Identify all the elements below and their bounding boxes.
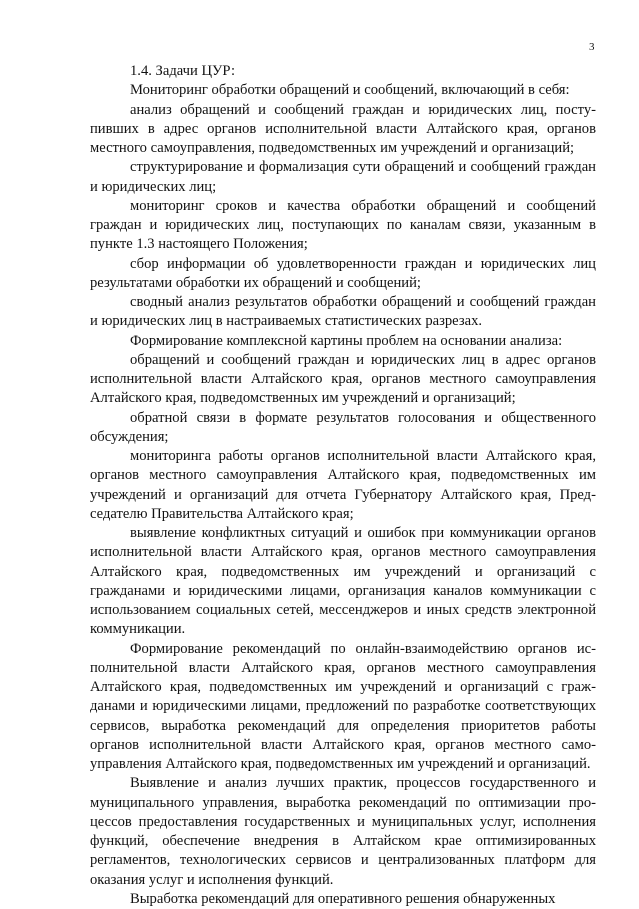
paragraph: мониторинга работы органов исполнительной власти Алтайского края, органов местного самоуправления Алтайского края, подведомственных им учреждений и организаций для отчета Губернатору Алтайского края, Председателю Правительства Алтайского края;: [90, 448, 596, 522]
paragraph: Мониторинг обработки обращений и сообщений, включающий в себя:: [130, 82, 570, 99]
paragraph: Формирование рекомендаций по онлайн-взаимодействию органов исполнительной власти Алтайского края, органов местного самоуправления Алтайского края, подведомственных им учреждений и организаций с гражданами и юридическими лицами, предложений по разработке соответствующих сервисов, выработка рекомендаций для определения приоритетов работы органов исполнительной власти Алтайского края, органов местного самоуправления Алтайского края, подведомственных им учреждений и организаций.: [90, 640, 596, 772]
document-body: [90, 62, 596, 909]
paragraph: структурирование и формализация сути обращений и сообщений граждан и юридических лиц;: [90, 159, 596, 195]
paragraph: анализ обращений и сообщений граждан и юридических лиц, поступивших в адрес органов исполнительной власти Алтайского края, органов местного самоуправления, подведомственных им учреждений и организаций;: [90, 101, 596, 156]
paragraph: мониторинг сроков и качества обработки обращений и сообщений граждан и юридических лиц, поступающих по каналам связи, указанным в пункте 1.3 настоящего Положения;: [90, 197, 596, 253]
paragraph: сводный анализ результатов обработки обращений и сообщений граждан и юридических лиц в настраиваемых статистических разрезах.: [90, 294, 596, 330]
paragraph: Выработка рекомендаций для оперативного решения обнаруженных: [130, 890, 556, 907]
section-heading: 1.4. Задачи ЦУР:: [130, 63, 236, 79]
paragraph: выявление конфликтных ситуаций и ошибок при коммуникации органов исполнительной власти Алтайского края, органов местного самоуправления Алтайского края, подведомственных им учреждений и организаций с гражданами и юридическими лицами, организация каналов коммуникации с использованием социальных сетей, мессенджеров и иных средств электронной коммуникации.: [90, 525, 596, 638]
paragraph: обращений и сообщений граждан и юридических лиц в адрес органов исполнительной власти Алтайского края, органов местного самоуправления Алтайского края, подведомственных им учреждений и организаций;: [90, 351, 596, 407]
paragraph: обратной связи в формате результатов голосования и общественного обсуждения;: [90, 409, 596, 445]
page-number: 3: [589, 41, 595, 53]
paragraph: Выявление и анализ лучших практик, процессов государственного и муниципального управления, выработка рекомендаций по оптимизации процессов предоставления государственных и муниципальных услуг, исполнения функций, обеспечение внедрения в Алтайском крае оптимизированных регламентов, технологических сервисов и централизованных платформ для оказания услуг и исполнения функций.: [90, 775, 596, 888]
paragraph: Формирование комплексной картины проблем на основании анализа:: [130, 332, 563, 349]
paragraph: сбор информации об удовлетворенности граждан и юридических лиц результатами обработки их обращений и сообщений;: [90, 255, 596, 291]
